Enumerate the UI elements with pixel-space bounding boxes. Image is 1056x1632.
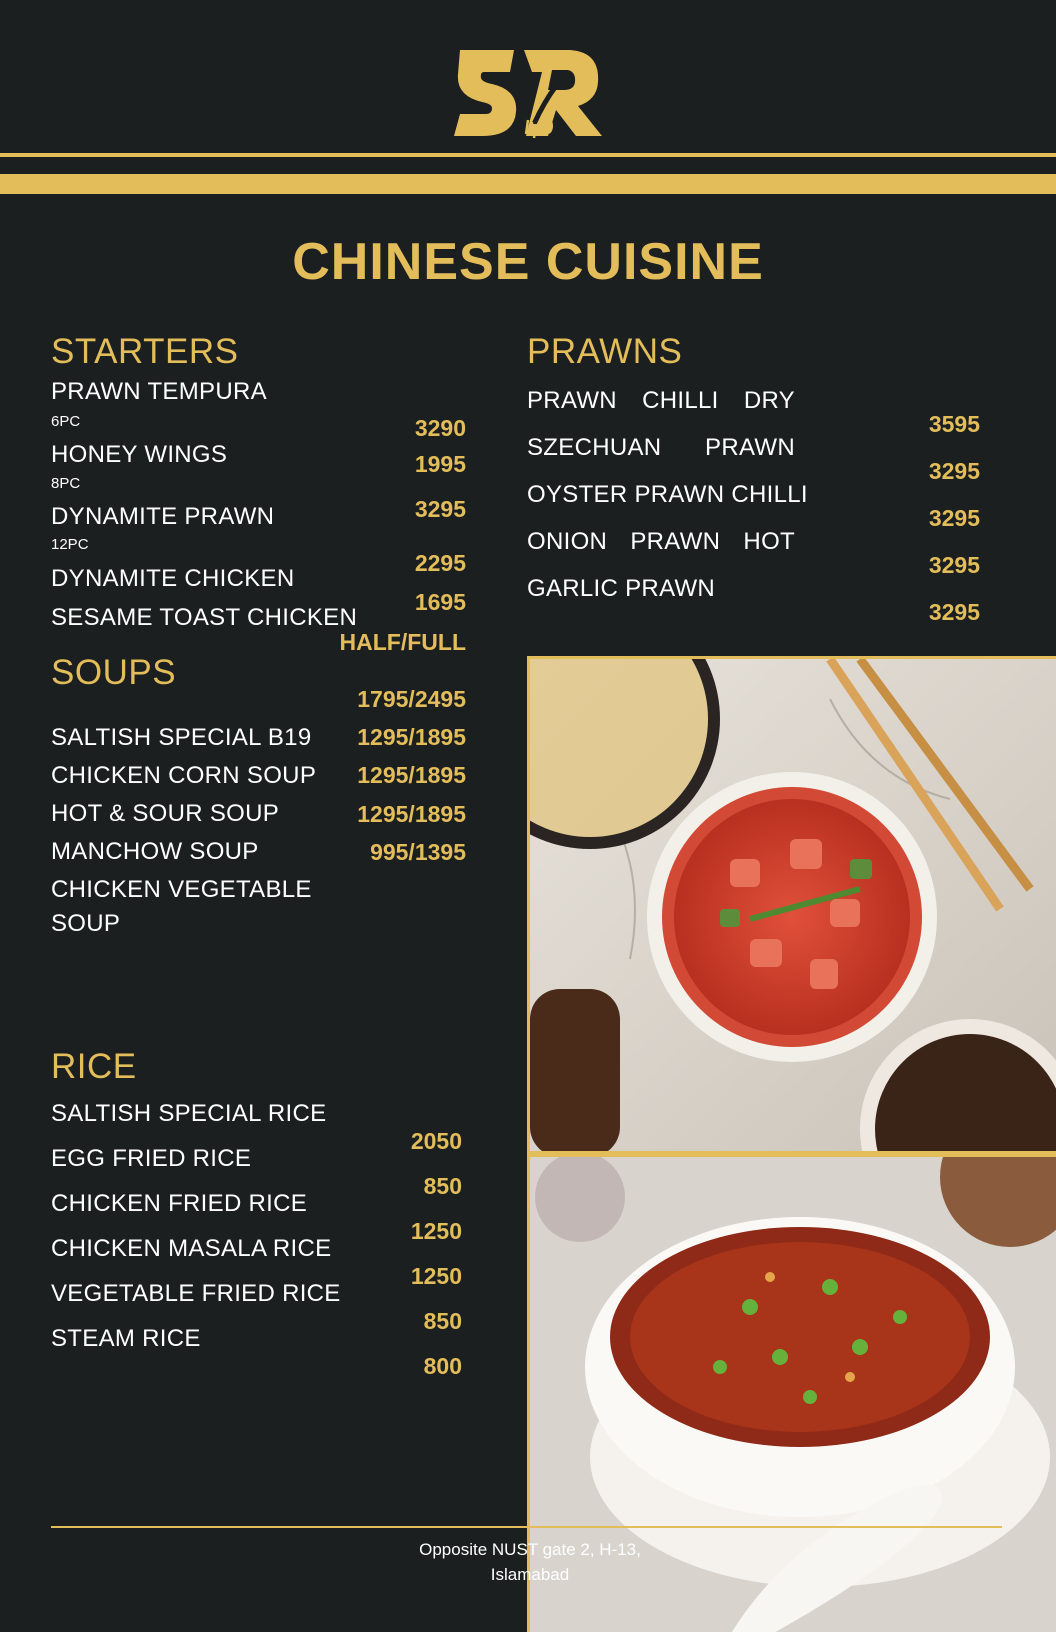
menu-item: SZECHUAN PRAWN bbox=[527, 434, 795, 461]
menu-item: HONEY WINGS bbox=[51, 441, 228, 468]
menu-item: EGG FRIED RICE bbox=[51, 1145, 252, 1172]
menu-item: VEGETABLE FRIED RICE bbox=[51, 1280, 341, 1307]
address-line: Islamabad bbox=[490, 1565, 570, 1584]
menu-item: ONION PRAWN HOT bbox=[527, 528, 795, 555]
item-price: 1250 bbox=[410, 1263, 462, 1289]
address-line: Opposite NUST gate 2, H-13, bbox=[419, 1540, 641, 1559]
page-title: CHINESE CUISINE bbox=[292, 233, 764, 291]
footer-rule bbox=[51, 1526, 1002, 1528]
menu-item: CHICKEN MASALA RICE bbox=[51, 1235, 332, 1262]
item-note: 6PC bbox=[51, 413, 81, 430]
item-price: 2295 bbox=[414, 550, 466, 576]
item-price: 2050 bbox=[410, 1128, 462, 1154]
menu-item: MANCHOW SOUP bbox=[51, 838, 259, 865]
menu-item: STEAM RICE bbox=[51, 1325, 201, 1352]
item-price: 1695 bbox=[414, 589, 466, 615]
section-title-soups: SOUPS bbox=[51, 653, 177, 692]
item-price: 800 bbox=[423, 1353, 462, 1379]
menu-item: OYSTER PRAWN CHILLI bbox=[527, 481, 808, 508]
menu-item: CHICKEN FRIED RICE bbox=[51, 1190, 308, 1217]
item-price: 850 bbox=[423, 1173, 462, 1199]
item-price: 1795/2495 bbox=[357, 686, 466, 712]
size-label: HALF/FULL bbox=[339, 629, 466, 655]
menu-item: SOUP bbox=[51, 910, 121, 937]
menu-item: SESAME TOAST CHICKEN bbox=[51, 604, 358, 631]
menu-item: CHICKEN CORN SOUP bbox=[51, 762, 317, 789]
item-price: 1295/1895 bbox=[357, 762, 466, 788]
food-photo-chilli-chicken bbox=[527, 656, 1056, 1154]
item-price: 3290 bbox=[414, 415, 466, 441]
item-price: 3295 bbox=[928, 552, 980, 578]
menu-item: DYNAMITE CHICKEN bbox=[51, 565, 295, 592]
item-price: 995/1395 bbox=[370, 839, 466, 865]
item-price: 3295 bbox=[928, 505, 980, 531]
item-price: 3295 bbox=[928, 458, 980, 484]
header-rule-thick bbox=[0, 174, 1056, 194]
menu-item: SALTISH SPECIAL RICE bbox=[51, 1100, 327, 1127]
menu-item: PRAWN CHILLI DRY bbox=[527, 387, 795, 414]
section-title-rice: RICE bbox=[51, 1047, 137, 1086]
menu-item: PRAWN TEMPURA bbox=[51, 378, 267, 405]
item-note: 8PC bbox=[51, 475, 81, 492]
item-price: 3295 bbox=[414, 496, 466, 522]
section-title-starters: STARTERS bbox=[51, 332, 239, 371]
item-price: 1295/1895 bbox=[357, 724, 466, 750]
item-price: 850 bbox=[423, 1308, 462, 1334]
item-price: 1995 bbox=[414, 451, 466, 477]
item-price: 3295 bbox=[928, 599, 980, 625]
sr-logo bbox=[452, 42, 607, 142]
menu-item: DYNAMITE PRAWN bbox=[51, 503, 275, 530]
item-price: 1250 bbox=[410, 1218, 462, 1244]
section-title-prawns: PRAWNS bbox=[527, 332, 683, 371]
item-note: 12PC bbox=[51, 536, 89, 553]
menu-item: HOT & SOUR SOUP bbox=[51, 800, 280, 827]
item-price: 3595 bbox=[928, 411, 980, 437]
address bbox=[380, 1537, 680, 1587]
menu-item: SALTISH SPECIAL B19 bbox=[51, 724, 312, 751]
menu-item: CHICKEN VEGETABLE bbox=[51, 876, 312, 903]
menu-item: GARLIC PRAWN bbox=[527, 575, 716, 602]
header-rule-thin bbox=[0, 153, 1056, 157]
item-price: 1295/1895 bbox=[357, 801, 466, 827]
